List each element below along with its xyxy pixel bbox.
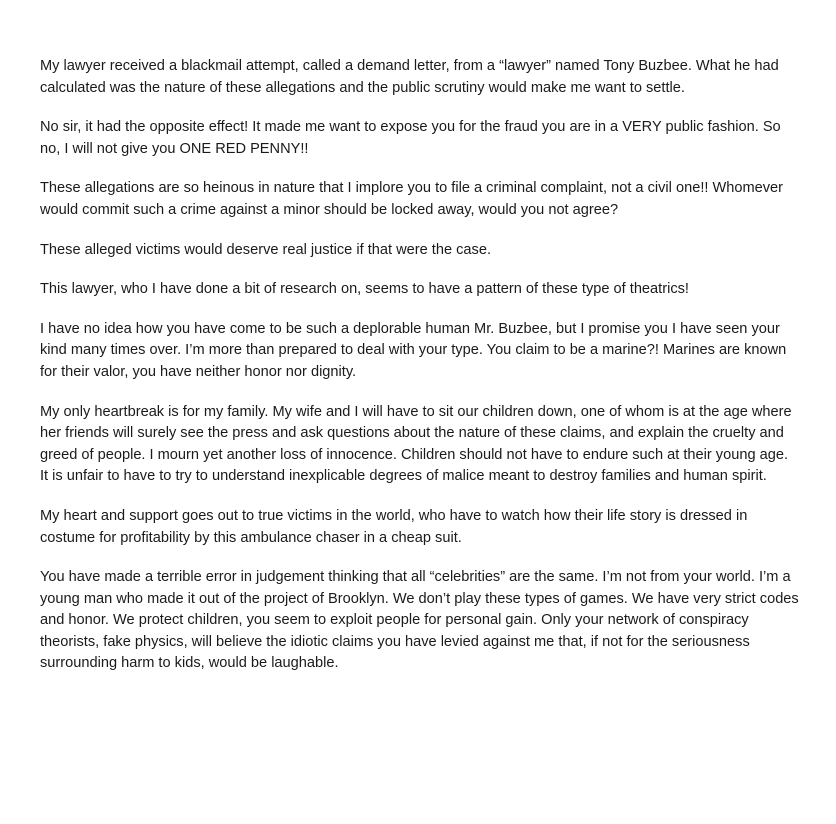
paragraph-real-justice: These alleged victims would deserve real justice if that were the case.	[40, 241, 492, 258]
paragraph-true-victims: My heart and support goes out to true victims in the world, who have to watch how their life story is dressed in costume for profitability by this ambulance chaser in a cheap suit.	[40, 507, 748, 546]
paragraph-deplorable-human: I have no idea how you have come to be such a deplorable human Mr. Buzbee, but I promise you I have seen your kind many times over. I’m more than prepared to deal with your type. You claim to be a marine?! Marines are known for their valor, you have neither honor nor dignity.	[40, 320, 787, 380]
statement-document	[40, 56, 800, 693]
paragraph-pattern-of-theatrics: This lawyer, who I have done a bit of research on, seems to have a pattern of these type of theatrics!	[40, 281, 689, 298]
paragraph-terrible-error: You have made a terrible error in judgement thinking that all “celebrities” are the same. I’m not from your world. I’m a young man who made it out of the project of Brooklyn. We don’t play these types of games. We have very strict codes and honor. We protect children, you seem to exploit people for personal gain. Only your network of conspiracy theorists, fake physics, will believe the idiotic claims you have levied against me that, if not for the seriousness surrounding harm to kids, would be laughable.	[40, 569, 799, 672]
paragraph-demand-letter: My lawyer received a blackmail attempt, called a demand letter, from a “lawyer” named Tony Buzbee. What he had calculated was the nature of these allegations and the public scrutiny would make me want to settle.	[40, 58, 779, 96]
paragraph-criminal-complaint: These allegations are so heinous in nature that I implore you to file a criminal complaint, not a civil one!! Whomever would commit such a crime against a minor should be locked away, would you not agree?	[40, 180, 784, 218]
paragraph-heartbreak-family: My only heartbreak is for my family. My wife and I will have to sit our children down, one of whom is at the age where her friends will surely see the press and ask questions about the nature of these claims, and explain the cruelty and greed of people. I mourn yet another loss of innocence. Children should not have to endure such at their young age. It is unfair to have to try to understand inexplicable degrees of malice meant to destroy families and human spirit.	[40, 403, 792, 485]
paragraph-opposite-effect: No sir, it had the opposite effect! It made me want to expose you for the fraud you are in a VERY public fashion. So no, I will not give you ONE RED PENNY!!	[40, 119, 781, 157]
